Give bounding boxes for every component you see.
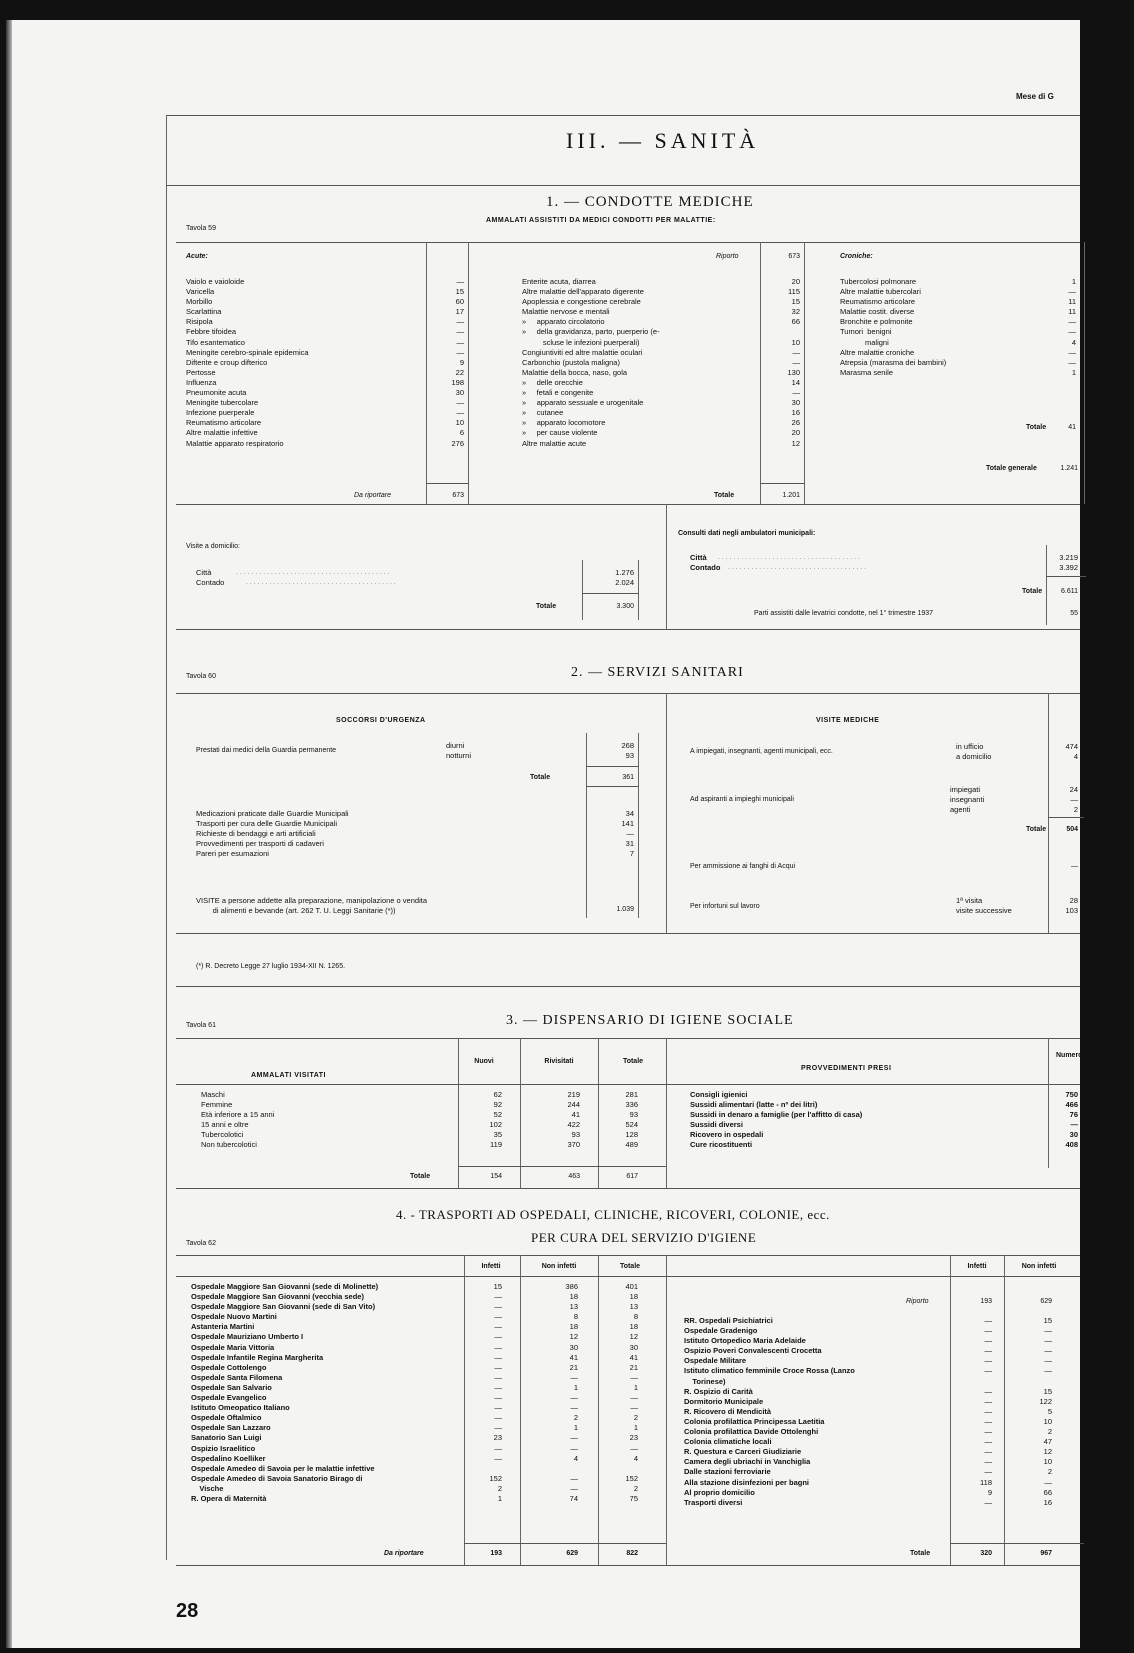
t62-left-foot-label: Da riportare [384,1550,424,1557]
t61-provv-col-header: Numero [1056,1052,1083,1059]
t60-visite-label: VISITE a persone addette alla preparazione, manipolazione o vendita di alimenti e bevande (art. 262 T. U. Leggi Sanitarie (*)) [196,896,427,916]
t61-col-nuovi: Nuovi [474,1058,494,1065]
t60-visite-mediche-header: VISITE MEDICHE [816,717,880,724]
t60-vm-total-value: 504 [1066,826,1078,833]
t60-aspiranti-values: 24 — 2 [1069,785,1078,815]
t60-infortuni-sub: 1ª visita visite successive [956,896,1012,916]
t62-left-col-totale: Totale [619,1263,641,1270]
t59-col1-foot-value: 673 [452,492,464,499]
t62-left-noninfetti: 386 18 13 8 18 12 30 41 21 — 1 — — 2 1 — — 4 — — 74 [565,1282,578,1503]
t60-other-values: 34 141 — 31 7 [621,809,634,859]
section-title: III. — SANITÀ [566,128,760,153]
t59-visite-values: 1.276 2.024 [615,568,634,588]
t60-impiegati-label: A impiegati, insegnanti, agenti municipali, ecc. [690,748,833,755]
t59-croniche-header: Croniche: [840,253,873,260]
t60-tavola: Tavola 60 [186,673,216,680]
t60-title: 2. — SERVIZI SANITARI [571,665,744,680]
t59-col2-values: 20 115 15 32 66 10 — — 130 14 — 30 16 26 20 12 [787,277,800,448]
t61-tavola: Tavola 61 [186,1022,216,1029]
t61-col-rivisitati: Rivisitati [544,1058,574,1065]
t62-left-labels: Ospedale Maggiore San Giovanni (sede di Molinette) Ospedale Maggiore San Giovanni (vecchia sede) Ospedale Maggiore San Giovanni (sede di San Vito) Ospedale Nuovo Martini Astanteria Martini Ospedale Mauriziano Umberto I Ospedale Maria Vittoria Ospedale Infantile Regina Margherita Ospedale Cottolengo Ospedale Santa Filomena Ospedale San Salvario Ospedale Evangelico Istituto Omeopatico Italiano Ospedale Oftalmico Ospedale San Lazzaro Sanatorio San Luigi Ospizio Israelitico Ospedalino Koelliker Ospedale Amedeo di Savoia per le malattie infettive Ospedale Amedeo di Savoia Sanatorio Birago di Vische R. Opera di Maternità [191,1282,379,1503]
t62-right-foot-label: Totale [910,1550,931,1557]
document-page: Mese di G III. — SANITÀ Tavola 59 1. — CONDOTTE MEDICHE AMMALATI ASSISTITI DA MEDICI CONDOTTI PER MALATTIE: Acute: Vaiolo e vaioloide Varicella Morbillo Scarlattina Risipola Febbre tifoidea Tifo esantematico Meningite cerebro-spinale epidemica Difterite e croup difterico Pertosse Influenza Pneumonite acuta Meningite tubercolare Infezione puerperale Reumatismo articolare Altre malattie infettive Malattie apparato respiratorio — 15 60 17 — — — — 9 22 198 30 — — 10 6 276 Da riportare 673 Riporto 673 Enterite acuta, diarrea Altre malattie dell'apparato digerente Apoplessia e congestione cerebrale Malattie nervose e mentali » apparato circolatorio » della gravidanza, parto, puerperio (e- scluse le infezioni puerperali) Congiuntiviti ed altre malattie oculari Carbonchio (pustola maligna) Malattie della bocca, naso, gola » delle orecchie » fetali e congenite » apparato sessuale e urogenitale » cutanee » apparato locomotore » per cause violente Altre malattie acute 20 115 15 32 66 10 — — 130 14 — 30 16 26 20 12 Totale 1.201 Croniche: Tubercolosi polmonare Altre malattie tubercolari Reumatismo articolare Malattie costit. diverse Bronchite e polmonite Tumori benigni maligni Altre malattie croniche Atrepsia (marasma dei bambini) Marasma senile 1 — 11 11 — — 4 — — 1 Totale 41 Totale generale 1.241 Visite a domicilio: Città Contado . . . . . . . . . . . . . . . . . . . . . . . . . . . . . . . . . . . . . . . . . . . . . . . . . . . . . . . . . . . . . . . . . . . . . . . . . . . . . . . 1.276 2.024 Totale 3.300 Consulti dati negli ambulatori municipali: Città Contado . . . . . . . . . . . . . . . . . . . . . . . . . . . . . . . . . . . . . . . . . . . . . . . . . . . . . . . . . . . . . . . . . . . . . . . . . 3.219 3.392 Totale 6.611 Parti assistiti dalle levatrici condotte, nel 1° trimestre 1937 55 Tavola 60 2. — SERVIZI SANITARI SOCCORSI D'URGENZA Prestati dai medici della Guardia permanente diurni notturni 268 93 Totale 361 Medicazioni praticate dalle Guardie Municipali Trasporti per cura delle Guardie Municipali Richieste di bendaggi e arti artificiali Provvedimenti per trasporti di cadaveri Pareri per esumazioni 34 141 — 31 7 VISITE a persone addette alla preparazione, manipolazione o vendita di alimenti e bevande (art. 262 T. U. Leggi Sanitarie (*)) 1.039 VISITE MEDICHE A impiegati, insegnanti, agenti municipali, ecc. in ufficio a domicilio 474 4 Ad aspiranti a impieghi municipali impiegati insegnanti agenti 24 — 2 Totale 504 Per ammissione ai fanghi di Acqui — Per infortuni sul lavoro 1ª visita visite successive 28 103 (*) R. Decreto Legge 27 luglio 1934-XII N. 1265. Tavola 61 3. — DISPENSARIO DI IGIENE SOCIALE AMMALATI VISITATI Nuovi Rivisitati Totale Maschi Femmine Età inferiore a 15 anni 15 anni e oltre Tubercolotici Non tubercolotici 62 92 52 102 35 119 219 244 41 422 93 370 281 336 93 524 128 489 Totale 154 463 617 PROVVEDIMENTI PRESI Numero Consigli igienici Sussidi alimentari (latte - nº dei litri) Sussidi in denaro a famiglie (per l'affitto di casa) Sussidi diversi Ricovero in ospedali Cure ricostituenti 750 466 76 — 30 408 Tavola 62 4. - TRASPORTI AD OSPEDALI, CLINICHE, RICOVERI, COLONIE, ecc. PER CURA DEL SERVIZIO D'IGIENE Infetti Non infetti Totale Ospedale Maggiore San Giovanni (sede di Molinette) Ospedale Maggiore San Giovanni (vecchia sede) Ospedale Maggiore San Giovanni (sede di San Vito) Ospedale Nuovo Martini Astanteria Martini Ospedale Mauriziano Umberto I Ospedale Maria Vittoria Ospedale Infantile Regina Margherita Ospedale Cottolengo Ospedale Santa Filomena Ospedale San Salvario Ospedale Evangelico Istituto Omeopatico Italiano Ospedale Oftalmico Ospedale San Lazzaro Sanatorio San Luigi Ospizio Israelitico Ospedalino Koelliker Ospedale Amedeo di Savoia per le malattie infettive Ospedale Amedeo di Savoia Sanatorio Birago di Vische R. Opera di Maternità 15 — — — — — — — — — — — — — — 23 — — 152 2 1 386 18 13 8 18 12 30 41 21 — 1 — — 2 1 — — 4 — — 74 401 18 13 8 18 12 30 41 21 — 1 — — 2 1 23 — 4 152 2 75 Da riportare 193 629 822 Infetti Non infetti Riporto 193 629 RR. Ospedali Psichiatrici Ospedale Gradenigo Istituto Ortopedico Maria Adelaide Ospizio Poveri Convalescenti Crocetta Ospedale Militare Istituto climatico femminile Croce Rossa (Lanzo Torinese) R. Ospizio di Carità Dormitorio Municipale R. Ricovero di Mendicità Colonia profilattica Principessa Laetitia Colonia profilattica Davide Ottolenghi Colonia climatiche locali R. Questura e Carceri Giudiziarie Camera degli ubriachi in Vanchiglia Dalle stazioni ferroviarie Alla stazione disinfezioni per bagni Al proprio domicilio Trasporti diversi — — — — — — — — — — — — — — — 118 9 — 15 — — — — — 15 122 5 10 2 47 12 10 2 — 66 16 Totale 320 967 28 [6,20,1080,1648]
binding-edge [6,20,12,1648]
t60-fanghi-label: Per ammissione ai fanghi di Acqui [690,863,796,870]
t60-infortuni-values: 28 103 [1065,896,1078,916]
t59-parti-label: Parti assistiti dalle levatrici condotte, nel 1° trimestre 1937 [754,610,934,617]
t62-right-noninfetti: 15 — — — — — 15 122 5 10 2 47 12 10 2 — 66 16 [1039,1316,1052,1507]
t62-right-riporto-label: Riporto [906,1298,929,1305]
t59-grand-total-value: 1.241 [1060,465,1078,472]
t62-right-col-infetti: Infetti [967,1263,987,1270]
t60-aspiranti-sub: impiegati insegnanti agenti [950,785,985,815]
t59-consulti-header: Consulti dati negli ambulatori municipali: [678,530,816,537]
t62-left-totale: 401 18 13 8 18 12 30 41 21 — 1 — — 2 1 23 — 4 152 2 75 [625,1282,638,1503]
t60-other-labels: Medicazioni praticate dalle Guardie Municipali Trasporti per cura delle Guardie Municipali Richieste di bendaggi e arti artificiali Provvedimenti per trasporti di cadaveri Pareri per esumazioni [196,809,349,859]
t61-total-label: Totale [410,1173,431,1180]
corner-label: Mese di G [1016,92,1054,101]
t60-prestati-total-value: 361 [622,774,634,781]
t61-total-nuovi: 154 [490,1173,502,1180]
t62-right-foot-noninfetti: 967 [1040,1550,1052,1557]
t61-provv-header: PROVVEDIMENTI PRESI [801,1065,892,1072]
t62-right-riporto-noninfetti: 629 [1040,1298,1052,1305]
t59-riporto-label: Riporto [716,253,739,260]
t62-tavola: Tavola 62 [186,1240,216,1247]
t59-visite-header: Visite a domicilio: [186,543,240,550]
t62-title-1: 4. - TRASPORTI AD OSPEDALI, CLINICHE, RICOVERI, COLONIE, ecc. [396,1207,830,1222]
page-number: 28 [176,1600,199,1622]
t60-soccorsi-header: SOCCORSI D'URGENZA [336,717,426,724]
t60-visite-value: 1.039 [616,906,634,913]
t61-col-totale: Totale [622,1058,644,1065]
t59-title: 1. — CONDOTTE MEDICHE [546,194,754,210]
t62-left-col-noninfetti: Non infetti [541,1263,577,1270]
t59-visite-total-value: 3.300 [616,603,634,610]
t59-col3-values: 1 — 11 11 — — 4 — — 1 [1068,277,1076,377]
t60-infortuni-label: Per infortuni sul lavoro [690,903,760,910]
t59-col1-values: — 15 60 17 — — — — 9 22 198 30 — — 10 6 276 [451,277,464,448]
t59-col3-total-value: 41 [1068,424,1076,431]
t61-row-labels: Maschi Femmine Età inferiore a 15 anni 15 anni e oltre Tubercolotici Non tubercolotici [201,1090,275,1150]
t62-left-foot-infetti: 193 [490,1550,502,1557]
t60-impiegati-values: 474 4 [1065,742,1078,762]
t62-left-col-infetti: Infetti [481,1263,501,1270]
t59-col2-labels: Enterite acuta, diarrea Altre malattie dell'apparato digerente Apoplessia e congestione cerebrale Malattie nervose e mentali » apparato circolatorio » della gravidanza, parto, puerperio (e- scluse le infezioni puerperali) Congiuntiviti ed altre malattie oculari Carbonchio (pustola maligna) Malattie della bocca, naso, gola » delle orecchie » fetali e congenite » apparato sessuale e urogenitale » cutanee » apparato locomotore » per cause violente Altre malattie acute [522,277,660,448]
t59-col2-foot-label: Totale [714,492,735,499]
t59-consulti-total-value: 6.611 [1061,588,1078,595]
t59-tavola: Tavola 59 [186,225,216,232]
t61-rivisitati: 219 244 41 422 93 370 [567,1090,580,1150]
t59-subtitle: AMMALATI ASSISTITI DA MEDICI CONDOTTI PER MALATTIE: [486,217,716,224]
t61-provv-values: 750 466 76 — 30 408 [1065,1090,1078,1150]
t62-right-riporto-infetti: 193 [980,1298,992,1305]
t61-total-rivisitati: 463 [568,1173,580,1180]
t62-left-infetti: 15 — — — — — — — — — — — — — — 23 — — 152 2 1 [489,1282,502,1503]
t60-fanghi-value: — [1071,863,1078,870]
t59-visite-total-label: Totale [536,603,557,610]
t61-ammalati-header: AMMALATI VISITATI [251,1072,326,1079]
t59-col2-foot-value: 1.201 [782,492,800,499]
t59-riporto-value: 673 [788,253,800,260]
t60-prestati-sub: diurni notturni [446,741,472,761]
t59-acute-header: Acute: [186,253,208,260]
t62-right-labels: RR. Ospedali Psichiatrici Ospedale Gradenigo Istituto Ortopedico Maria Adelaide Ospizio Poveri Convalescenti Crocetta Ospedale Militare Istituto climatico femminile Croce Rossa (Lanzo Torinese) R. Ospizio di Carità Dormitorio Municipale R. Ricovero di Mendicità Colonia profilattica Principessa Laetitia Colonia profilattica Davide Ottolenghi Colonia climatiche locali R. Questura e Carceri Giudiziarie Camera degli ubriachi in Vanchiglia Dalle stazioni ferroviarie Alla stazione disinfezioni per bagni Al proprio domicilio Trasporti diversi [684,1316,855,1507]
t59-consulti-labels: Città Contado [690,553,721,573]
t59-col1-labels: Vaiolo e vaioloide Varicella Morbillo Scarlattina Risipola Febbre tifoidea Tifo esantematico Meningite cerebro-spinale epidemica Difterite e croup difterico Pertosse Influenza Pneumonite acuta Meningite tubercolare Infezione puerperale Reumatismo articolare Altre malattie infettive Malattie apparato respiratorio [186,277,309,448]
t61-total-totale: 617 [626,1173,638,1180]
t59-col3-total-label: Totale [1026,424,1047,431]
t61-title: 3. — DISPENSARIO DI IGIENE SOCIALE [506,1013,794,1028]
t61-nuovi: 62 92 52 102 35 119 [489,1090,502,1150]
t60-prestati-total-label: Totale [530,774,551,781]
t60-vm-total-label: Totale [1026,826,1047,833]
t62-left-foot-noninfetti: 629 [566,1550,578,1557]
t59-grand-total-label: Totale generale [986,465,1037,472]
t61-totale: 281 336 93 524 128 489 [625,1090,638,1150]
t62-right-foot-infetti: 320 [980,1550,992,1557]
t60-aspiranti-label: Ad aspiranti a impieghi municipali [690,796,794,803]
t62-left-foot-totale: 822 [626,1550,638,1557]
t62-right-infetti: — — — — — — — — — — — — — — — 118 9 — [980,1316,992,1507]
t60-prestati-label: Prestati dai medici della Guardia permanente [196,747,337,754]
t62-right-col-noninfetti: Non infetti [1021,1263,1057,1270]
t61-provv-labels: Consigli igienici Sussidi alimentari (latte - nº dei litri) Sussidi in denaro a famiglie (per l'affitto di casa) Sussidi diversi Ricovero in ospedali Cure ricostituenti [690,1090,863,1150]
t59-col1-foot-label: Da riportare [354,492,391,499]
t60-prestati-values: 268 93 [621,741,634,761]
t60-footnote: (*) R. Decreto Legge 27 luglio 1934-XII N. 1265. [196,963,346,970]
t59-parti-value: 55 [1070,610,1078,617]
t59-consulti-total-label: Totale [1022,588,1043,595]
t62-title-2: PER CURA DEL SERVIZIO D'IGIENE [531,1230,757,1245]
t59-visite-labels: Città Contado [196,568,225,588]
t60-impiegati-sub: in ufficio a domicilio [956,742,992,762]
t59-consulti-values: 3.219 3.392 [1059,553,1078,573]
t59-col3-labels: Tubercolosi polmonare Altre malattie tubercolari Reumatismo articolare Malattie costit. diverse Bronchite e polmonite Tumori benigni maligni Altre malattie croniche Atrepsia (marasma dei bambini) Marasma senile [840,277,947,377]
